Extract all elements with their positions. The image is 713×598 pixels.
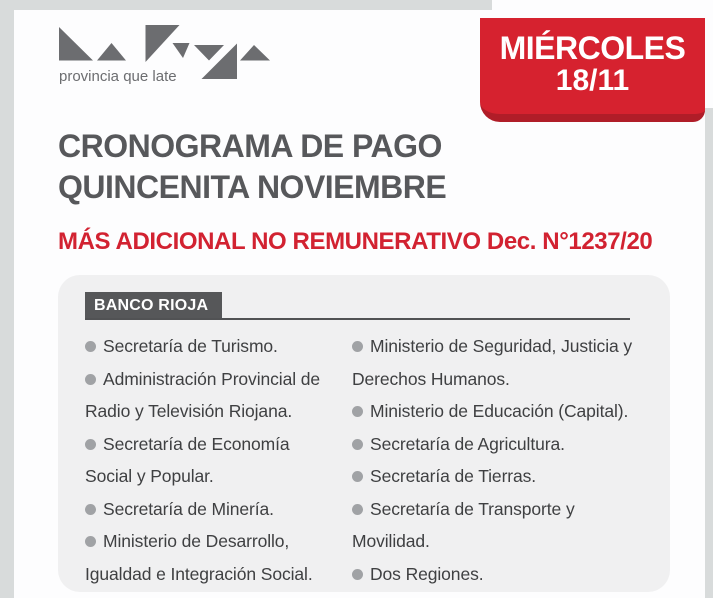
flyer-card [14,10,705,598]
title-line-2: QUINCENITA NOVIEMBRE [58,169,447,205]
list-item [352,330,650,395]
subtitle: MÁS ADICIONAL NO REMUNERATIVO Dec. N°1237/20 [58,228,653,255]
bullet-icon [85,374,96,385]
bullet-icon [352,504,363,515]
bullet-icon [352,406,363,417]
bullet-icon [85,504,96,515]
list-item-label: Secretaría de Tierras. [370,466,537,486]
bullet-icon [85,341,96,352]
bullet-icon [352,569,363,580]
bullet-icon [352,471,363,482]
list-item [85,330,340,363]
list-item-label: Ministerio de Seguridad, Justicia y Derechos Humanos. [352,336,633,389]
list-item-label: Ministerio de Desarrollo, Igualdad e Integración Social. [85,531,313,584]
entity-column-left [85,330,340,590]
la-rioja-logo [58,23,288,90]
list-item-label: Dos Regiones. [370,563,484,584]
badge-date: 18/11 [555,64,630,97]
list-item [352,428,650,461]
entity-column-right [352,330,650,590]
bullet-icon [352,439,363,450]
bullet-icon [352,341,363,352]
section-header: BANCO RIOJA [85,292,222,318]
bullet-icon [85,536,96,547]
badge-day: MIÉRCOLES [499,30,686,66]
list-item [352,460,650,493]
list-item [352,395,650,428]
frame-strip-left [0,0,14,598]
la-rioja-logo-icon [58,23,282,85]
list-item-label: Administración Provincial de Radio y Televisión Riojana. [85,368,321,421]
list-item [85,493,340,526]
list-item-label: Secretaría de Transporte y Movilidad. [352,498,575,551]
frame-strip-top [0,0,492,10]
banco-rioja-panel [58,275,670,592]
list-item [85,525,340,590]
list-item-label: Ministerio de Educación (Capital). [370,401,629,421]
list-item-label: Secretaría de Agricultura. [370,433,565,454]
list-item [85,363,340,428]
page-title [58,126,446,208]
list-item-label: Secretaría de Turismo. [103,336,278,356]
list-item-label: Secretaría de Economía Social y Popular. [85,433,290,486]
logo-tagline: provincia que late [59,68,177,85]
list-item [85,428,340,493]
list-item-label: Secretaría de Minería. [103,498,274,519]
bullet-icon [85,439,96,450]
list-item [352,493,650,558]
section-header-row [85,292,630,320]
date-badge [480,18,705,122]
list-item [352,558,650,591]
entity-columns [85,330,650,590]
title-line-1: CRONOGRAMA DE PAGO [58,128,442,164]
